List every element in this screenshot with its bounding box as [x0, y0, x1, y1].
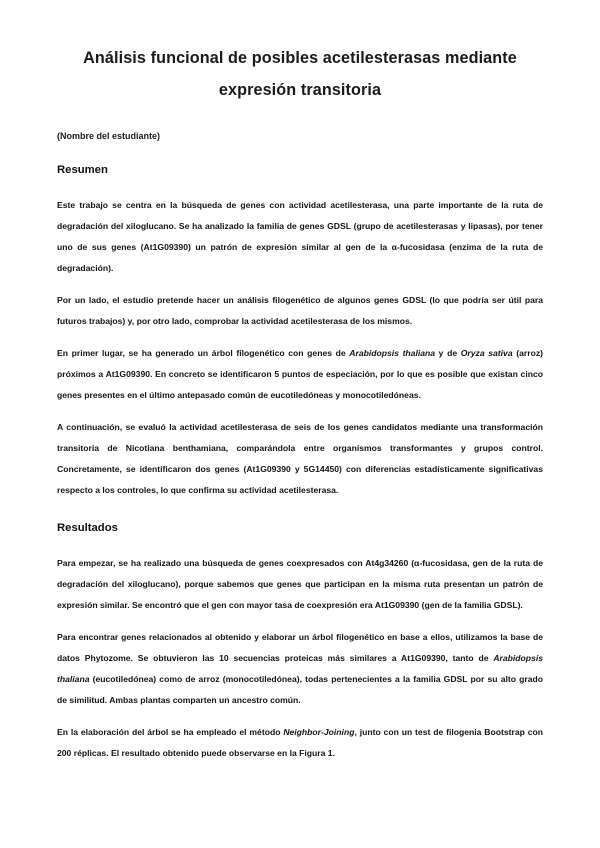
document-content	[57, 0, 543, 764]
paragraph: A continuación, se evaluó la actividad acetilesterasa de seis de los genes candidatos mediante una transformación transitoria de Nicotiana benthamiana, comparándola entre organismos transformantes y grupos control. Concretamente, se identificaron dos genes (At1G09390 y 5G14450) con diferencias estadísticamente significativas respecto a los controles, lo que confirma su actividad acetilesterasa.	[57, 422, 543, 495]
page-title	[57, 0, 543, 106]
section-heading-resumen: Resumen	[57, 164, 108, 176]
paragraph: En la elaboración del árbol se ha empleado el método Neighbor-Joining, junto con un test de filogenia Bootstrap con 200 réplicas. El resultado obtenido puede observarse en la Figura 1.	[57, 727, 543, 758]
title-line-2: expresión transitoria	[218, 81, 382, 99]
paragraph: Por un lado, el estudio pretende hacer un análisis filogenético de algunos genes GDSL (lo que podría ser útil para futuros trabajos) y, por otro lado, comprobar la actividad acetilesterasa de los mismos.	[57, 295, 543, 326]
paragraph: Para empezar, se ha realizado una búsqueda de genes coexpresados con At4g34260 (α-fucosidasa, gen de la ruta de degradación del xiloglucano), porque sabemos que genes que participan en la misma ruta presentan un patrón de expresión similar. Se encontró que el gen con mayor tasa de coexpresión era At1G09390 (gen de la familia GDSL).	[57, 558, 543, 610]
paragraph: En primer lugar, se ha generado un árbol filogenético con genes de Arabidopsis thaliana y de Oryza sativa (arroz) próximos a At1G09390. En concreto se identificaron 5 puntos de especiación, por lo que es posible que existan cinco genes presentes en el último antepasado común de eucotiledóneas y monocotiledóneas.	[57, 348, 543, 400]
paragraph: Este trabajo se centra en la búsqueda de genes con actividad acetilesterasa, una parte importante de la ruta de degradación del xiloglucano. Se ha analizado la familia de genes GDSL (grupo de acetilesterasas y lipasas), por tener uno de sus genes (At1G09390) un patrón de expresión similar al gen de la α-fucosidasa (enzima de la ruta de degradación).	[57, 200, 543, 273]
title-line-1: Análisis funcional de posibles acetilesterasas mediante	[83, 49, 517, 67]
author-name: (Nombre del estudiante)	[57, 131, 161, 141]
section-heading-resultados: Resultados	[57, 522, 118, 534]
paragraph: Para encontrar genes relacionados al obtenido y elaborar un árbol filogenético en base a ellos, utilizamos la base de datos Phytozome. Se obtuvieron las 10 secuencias proteicas más similares a At1G09390, tanto de Arabidopsis thaliana (eucotiledónea) como de arroz (monocotiledónea), todas pertenecientes a la familia GDSL por su alto grado de similitud. Ambas plantas comparten un ancestro común.	[57, 632, 543, 705]
